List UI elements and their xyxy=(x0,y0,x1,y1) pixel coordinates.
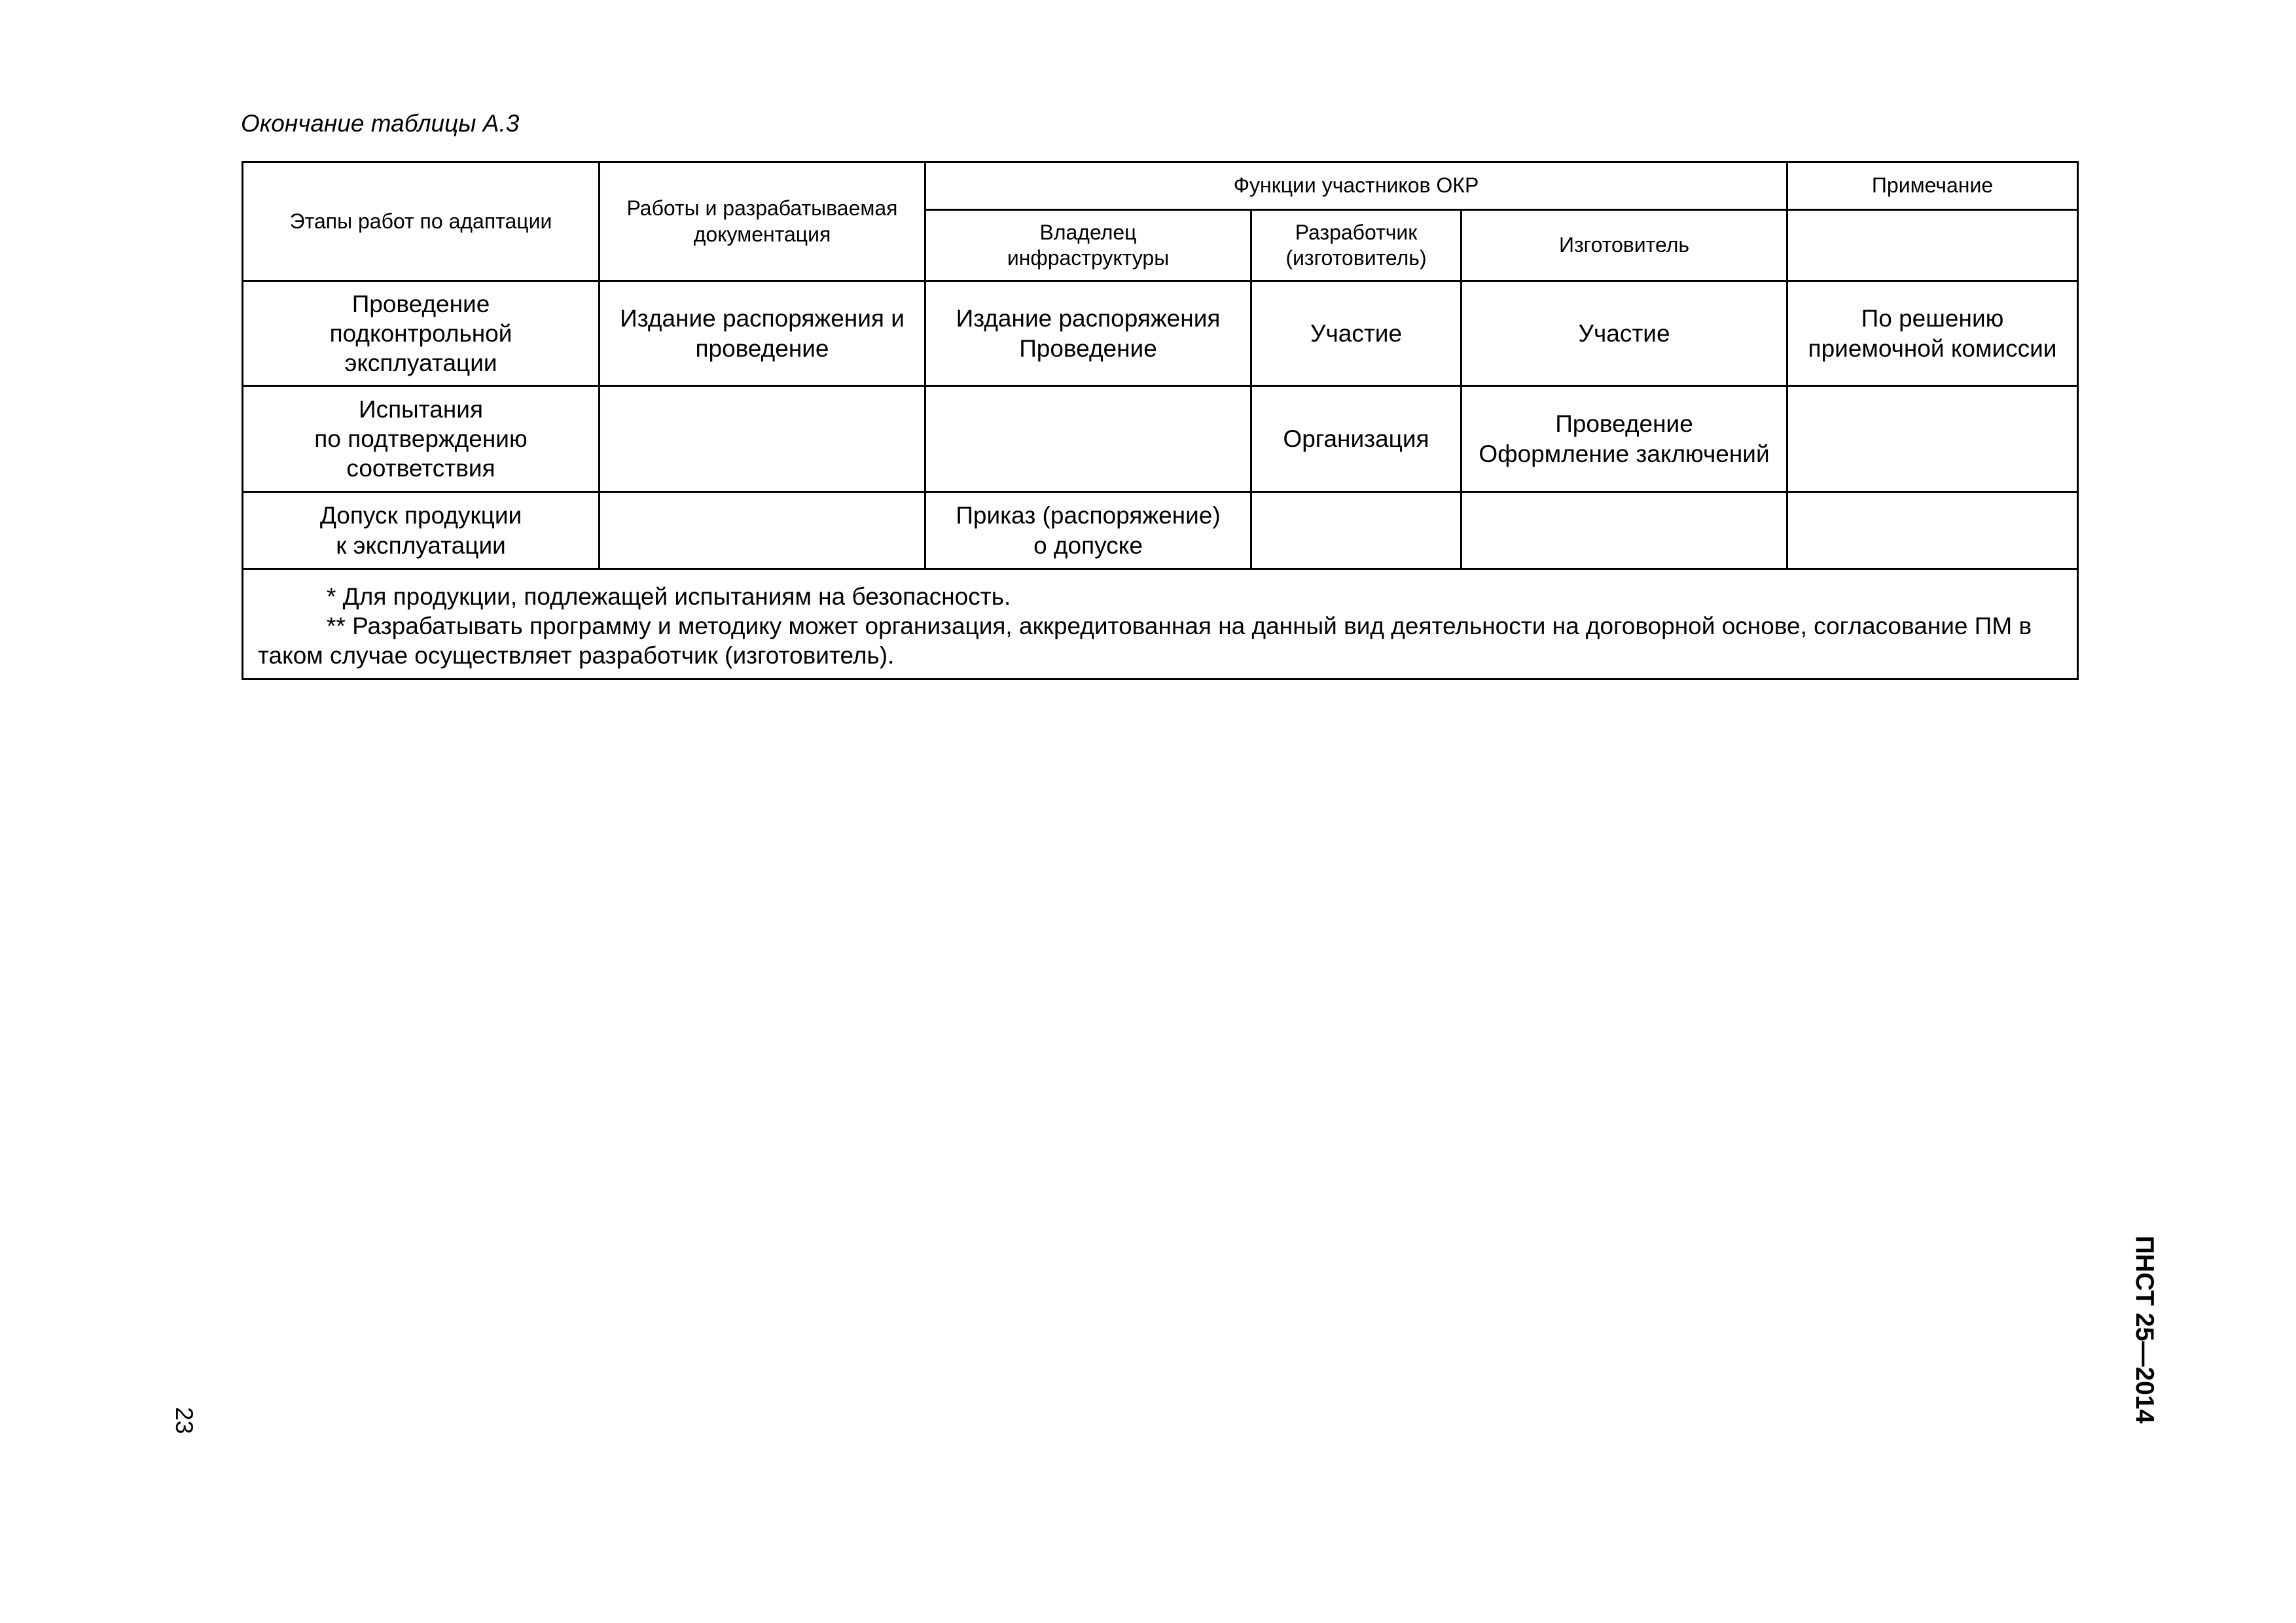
header-functions: Функции участников ОКР xyxy=(925,162,1787,210)
header-developer-line: Разработчик xyxy=(1295,220,1418,244)
stages-table xyxy=(242,161,2079,680)
cell-line: Допуск продукции xyxy=(319,502,522,529)
cell-developer xyxy=(1251,492,1462,569)
cell-stage xyxy=(243,386,600,492)
cell-note xyxy=(1787,492,2078,569)
cell-line: Участие xyxy=(1310,319,1403,347)
cell-owner xyxy=(925,492,1251,569)
header-owner-line: инфраструктуры xyxy=(1007,246,1170,270)
cell-line: по подтверждению xyxy=(314,425,528,452)
cell-line: Издание распоряжения и xyxy=(620,305,905,332)
footnote: ** Разрабатывать программу и методику может организация, аккредитованная на данный вид деятельности на договорной основе, согласование ПМ в таком случае осуществляет разработчик (изготовитель). xyxy=(258,613,2032,669)
table-row xyxy=(243,281,2078,386)
cell-works xyxy=(600,492,925,569)
cell-line: проведение xyxy=(695,334,829,362)
cell-line: По решению xyxy=(1861,305,2004,332)
cell-manufacturer xyxy=(1462,281,1787,386)
cell-line: Организация xyxy=(1283,425,1429,452)
header-note-empty xyxy=(1787,210,2078,281)
header-developer-line: (изготовитель) xyxy=(1285,246,1427,270)
cell-line: Участие xyxy=(1578,319,1670,347)
header-row-top xyxy=(243,162,2078,210)
cell-works xyxy=(600,386,925,492)
footnote: * Для продукции, подлежащей испытаниям на безопасность. xyxy=(327,583,1011,610)
header-owner xyxy=(925,210,1251,281)
cell-line: приемочной комиссии xyxy=(1808,334,2057,362)
cell-note xyxy=(1787,281,2078,386)
cell-owner xyxy=(925,386,1251,492)
header-owner-line: Владелец xyxy=(1039,220,1137,244)
cell-line: Испытания xyxy=(359,395,483,423)
cell-developer xyxy=(1251,281,1462,386)
cell-line: соответствия xyxy=(346,455,495,482)
header-note: Примечание xyxy=(1787,162,2078,210)
header-works-line: Работы и разрабатываемая xyxy=(626,196,898,221)
header-works-line: документация xyxy=(693,222,831,246)
header-stages: Этапы работ по адаптации xyxy=(243,162,600,281)
cell-line: Проведение xyxy=(351,290,490,317)
cell-line: Приказ (распоряжение) xyxy=(956,502,1221,529)
cell-line: подконтрольной xyxy=(329,319,512,347)
cell-owner xyxy=(925,281,1251,386)
table-caption: Окончание таблицы А.3 xyxy=(241,110,520,137)
table-row xyxy=(243,386,2078,492)
cell-works xyxy=(600,281,925,386)
cell-line: Проведение xyxy=(1555,410,1693,438)
cell-note xyxy=(1787,386,2078,492)
cell-developer xyxy=(1251,386,1462,492)
document-code: ПНСТ 25—2014 xyxy=(2130,1236,2159,1424)
cell-line: Проведение xyxy=(1019,334,1157,362)
cell-stage xyxy=(243,492,600,569)
cell-line: Оформление заключений xyxy=(1479,440,1770,467)
header-developer xyxy=(1251,210,1462,281)
cell-line: к эксплуатации xyxy=(336,531,506,559)
cell-manufacturer xyxy=(1462,386,1787,492)
cell-line: Издание распоряжения xyxy=(956,305,1221,332)
cell-stage xyxy=(243,281,600,386)
footnotes-row xyxy=(243,569,2078,679)
header-works xyxy=(600,162,925,281)
header-manufacturer: Изготовитель xyxy=(1462,210,1787,281)
cell-line: о допуске xyxy=(1033,531,1143,559)
footnotes xyxy=(243,569,2078,679)
page-number: 23 xyxy=(171,1407,198,1435)
cell-line: эксплуатации xyxy=(344,349,497,377)
cell-manufacturer xyxy=(1462,492,1787,569)
table-row xyxy=(243,492,2078,569)
